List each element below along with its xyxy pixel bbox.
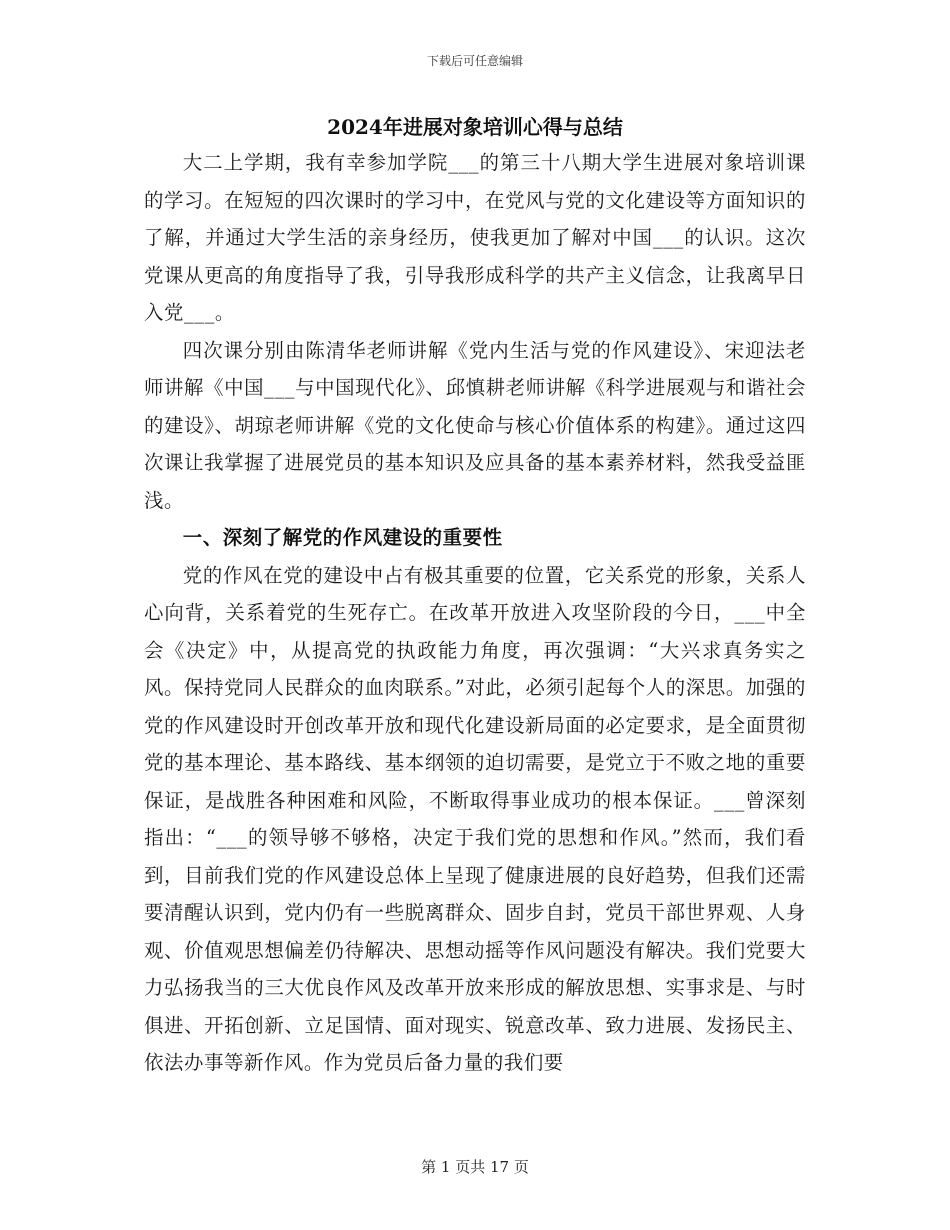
section-paragraph: 党的作风在党的建设中占有极其重要的位置，它关系党的形象，关系人心向背，关系着党的生死存亡。在改革开放进入攻坚阶段的今日，___中全会《决定》中，从提高党的执政能力角度，再次强调：“大兴求真务实之风。保持党同人民群众的血肉联系。”对此，必须引起每个人的深思。加强的党的作风建设时开创改革开放和现代化建设新局面的必定要求，是全面贯彻党的基本理论、基本路线、基本纲领的迫切需要，是党立于不败之地的重要保证，是战胜各种困难和风险，不断取得事业成功的根本保证。___曾深刻指出：“___的领导够不够格，决定于我们党的思想和作风。”然而，我们看到，目前我们党的作风建设总体上呈现了健康进展的良好趋势，但我们还需要清醒认识到，党内仍有一些脱离群众、固步自封，党员干部世界观、人身观、价值观思想偏差仍待解决、思想动摇等作风问题没有解决。我们党要大力弘扬我当的三大优良作风及改革开放来形成的解放思想、实事求是、与时俱进、开拓创新、立足国情、面对现实、锐意改革、致力进展、发扬民主、依法办事等新作风。作为党员后备力量的我们要 <box>144 563 806 1074</box>
section-heading: 一、深刻了解党的作风建设的重要性 <box>182 526 503 549</box>
body-paragraph-2: 四次课分别由陈清华老师讲解《党内生活与党的作风建设》、宋迎法老师讲解《中国___与中国现代化》、邱慎耕老师讲解《科学进展观与和谐社会的建设》、胡琼老师讲解《党的文化使命与核心价值体系的构建》。通过这四次课让我掌握了进展党员的基本知识及应具备的基本素养材料，然我受益匪浅。 <box>144 338 806 512</box>
page-number-footer: 第 1 页共 17 页 <box>421 1158 529 1176</box>
page-header-note: 下载后可任意编辑 <box>426 54 523 68</box>
document-body <box>144 144 806 1082</box>
document-title: 2024年进展对象培训心得与总结 <box>327 115 623 139</box>
body-paragraph-1: 大二上学期，我有幸参加学院___的第三十八期大学生进展对象培训课的学习。在短短的四次课时的学习中，在党风与党的文化建设等方面知识的了解，并通过大学生活的亲身经历，使我更加了解对中国___的认识。这次党课从更高的角度指导了我，引导我形成科学的共产主义信念，让我离早日入党___。 <box>144 151 806 324</box>
